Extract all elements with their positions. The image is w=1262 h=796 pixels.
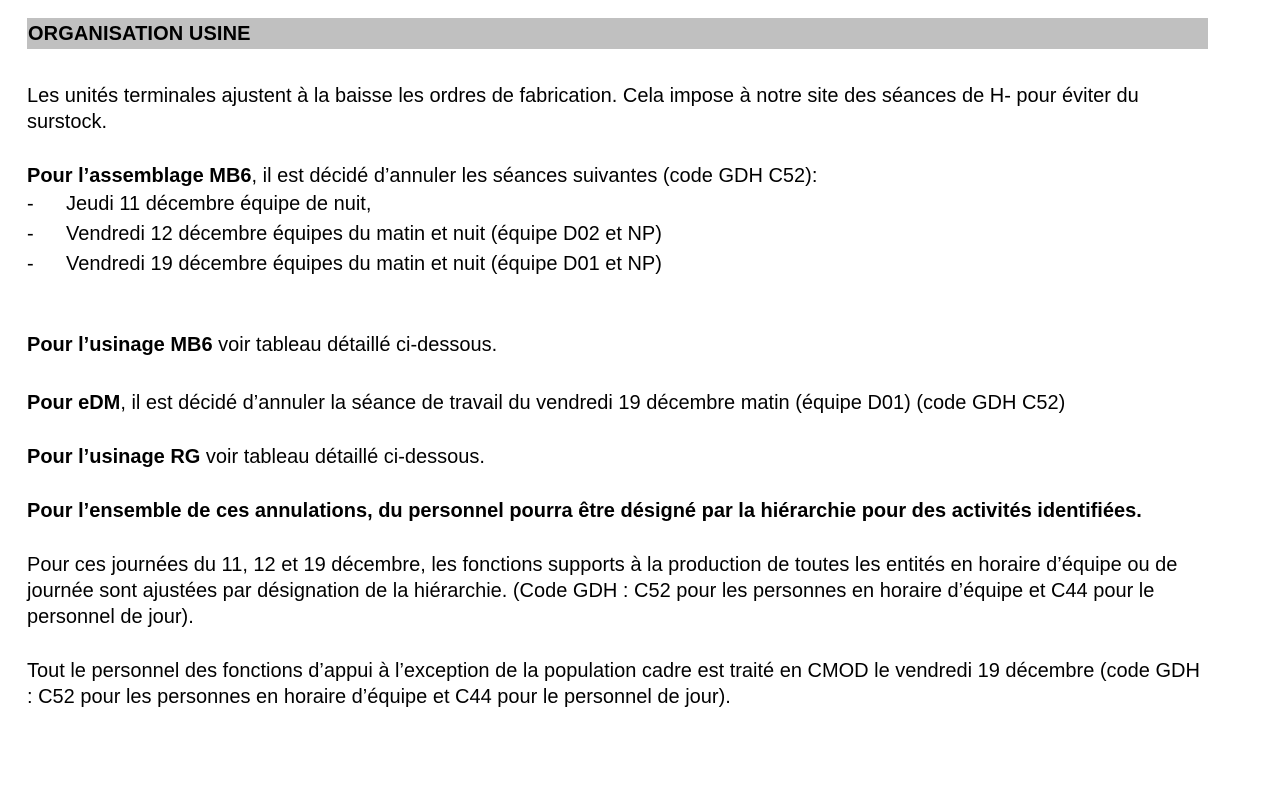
- list-item-text: Jeudi 11 décembre équipe de nuit,: [66, 193, 372, 215]
- usinage-rg-heading: Pour l’usinage RG: [27, 446, 201, 468]
- usinage-rg-text: voir tableau détaillé ci-dessous.: [200, 446, 485, 468]
- list-item: [27, 219, 1208, 249]
- usinage-rg-paragraph: [27, 444, 1208, 470]
- journees-text: Pour ces journées du 11, 12 et 19 décembre, les fonctions supports à la production de toutes les entités en horaire d’équipe ou de journée sont ajustées par désignation de la hiérarchie. (Code GDH : C52 pour les personnes en horaire d’équipe et C44 pour le personnel de jour).: [27, 554, 1178, 628]
- intro-paragraph: [27, 83, 1208, 135]
- list-item: [27, 249, 1208, 279]
- assemblage-mb6-list: [27, 189, 1208, 279]
- intro-text: Les unités terminales ajustent à la baisse les ordres de fabrication. Cela impose à notre site des séances de H- pour éviter du surstock.: [27, 85, 1139, 133]
- personnel-appui-text: Tout le personnel des fonctions d’appui à l’exception de la population cadre est traité en CMOD le vendredi 19 décembre (code GDH : C52 pour les personnes en horaire d’équipe et C44 pour le personnel de jour).: [27, 660, 1200, 708]
- section-header-organisation-usine: [27, 18, 1208, 49]
- section-title: ORGANISATION USINE: [28, 23, 251, 45]
- dash-bullet: -: [27, 223, 34, 245]
- personnel-appui-paragraph: [27, 658, 1208, 710]
- usinage-mb6-text: voir tableau détaillé ci-dessous.: [212, 334, 498, 356]
- edm-heading: Pour eDM: [27, 392, 121, 414]
- edm-paragraph: [27, 390, 1208, 416]
- usinage-mb6-paragraph: [27, 332, 1208, 358]
- list-item-text: Vendredi 12 décembre équipes du matin et nuit (équipe D02 et NP): [66, 223, 662, 245]
- document-page: [27, 18, 1208, 710]
- assemblage-mb6-heading: Pour l’assemblage MB6: [27, 165, 252, 187]
- usinage-mb6-heading: Pour l’usinage MB6: [27, 334, 213, 356]
- assemblage-mb6-text: , il est décidé d’annuler les séances suivantes (code GDH C52):: [251, 165, 818, 187]
- list-item: [27, 189, 1208, 219]
- ensemble-paragraph: [27, 498, 1208, 524]
- dash-bullet: -: [27, 253, 34, 275]
- list-item-text: Vendredi 19 décembre équipes du matin et nuit (équipe D01 et NP): [66, 253, 662, 275]
- ensemble-text: Pour l’ensemble de ces annulations, du personnel pourra être désigné par la hiérarchie pour des activités identifiées.: [27, 500, 1142, 522]
- journees-paragraph: [27, 552, 1208, 630]
- dash-bullet: -: [27, 193, 34, 215]
- assemblage-mb6-paragraph: [27, 163, 1208, 189]
- edm-text: , il est décidé d’annuler la séance de travail du vendredi 19 décembre matin (équipe D01) (code GDH C52): [120, 392, 1066, 414]
